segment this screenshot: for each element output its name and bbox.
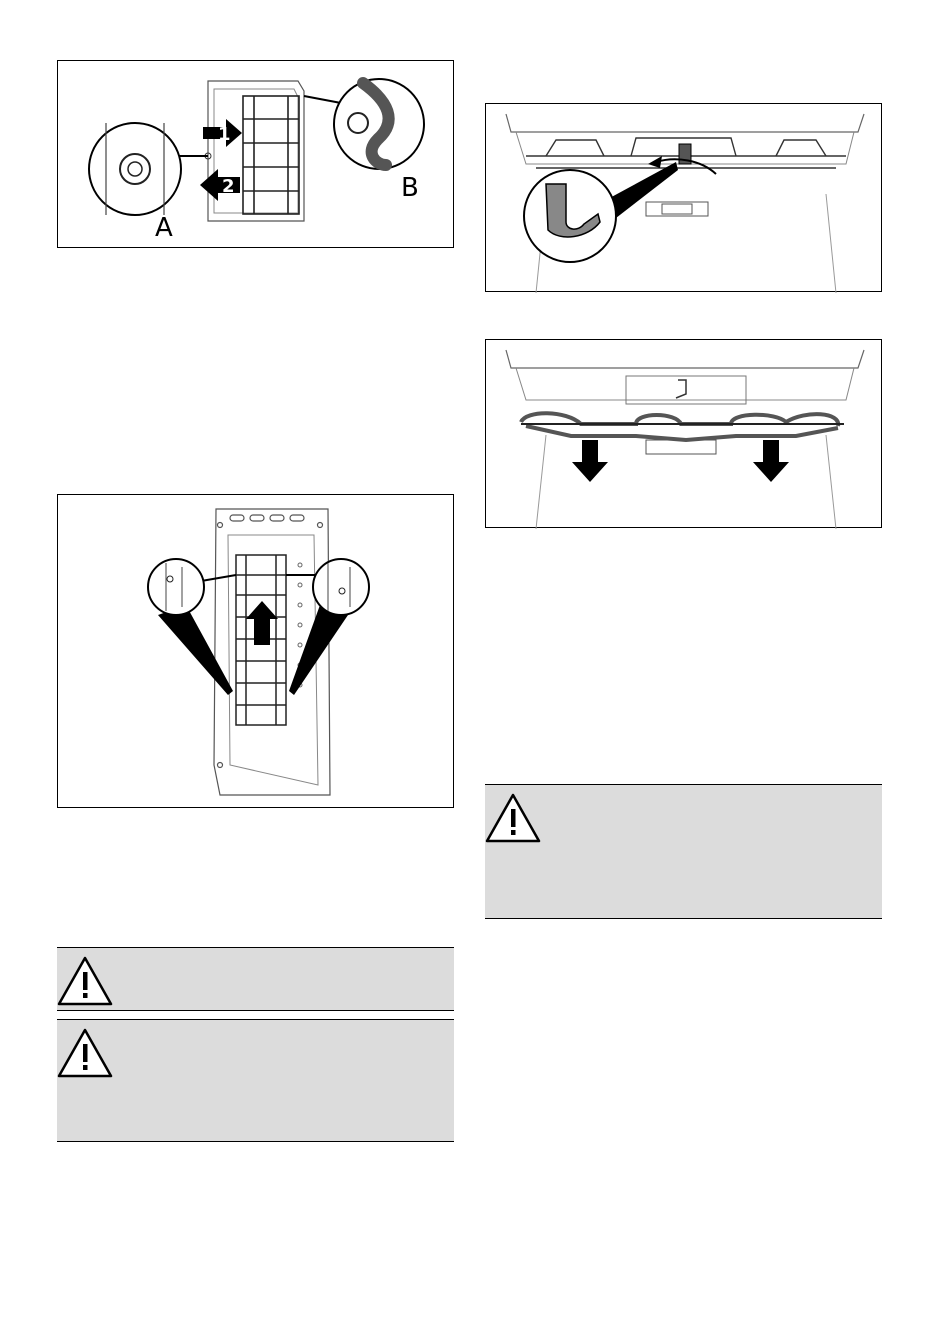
figure-2-drawing bbox=[58, 495, 455, 809]
figure-insert-shelf-support bbox=[57, 494, 454, 808]
warning-panel-right bbox=[485, 784, 882, 919]
figure-3-drawing bbox=[486, 104, 883, 293]
figure-1-drawing bbox=[58, 61, 455, 249]
figure-lower-heating-element bbox=[485, 339, 882, 528]
figure-release-top-hook bbox=[485, 103, 882, 292]
warning-panel-left-top bbox=[57, 947, 454, 1011]
callout-label-a: A bbox=[155, 213, 173, 243]
callout-label-b: B bbox=[401, 173, 419, 203]
figure-4-drawing bbox=[486, 340, 883, 529]
warning-icon bbox=[57, 1026, 117, 1082]
warning-icon bbox=[57, 954, 117, 1010]
step-label-2: 2 bbox=[222, 176, 235, 197]
warning-panel-left-bottom bbox=[57, 1019, 454, 1142]
warning-icon bbox=[485, 791, 545, 847]
step-label-1: 1 bbox=[218, 124, 231, 145]
figure-remove-shelf-supports bbox=[57, 60, 454, 248]
